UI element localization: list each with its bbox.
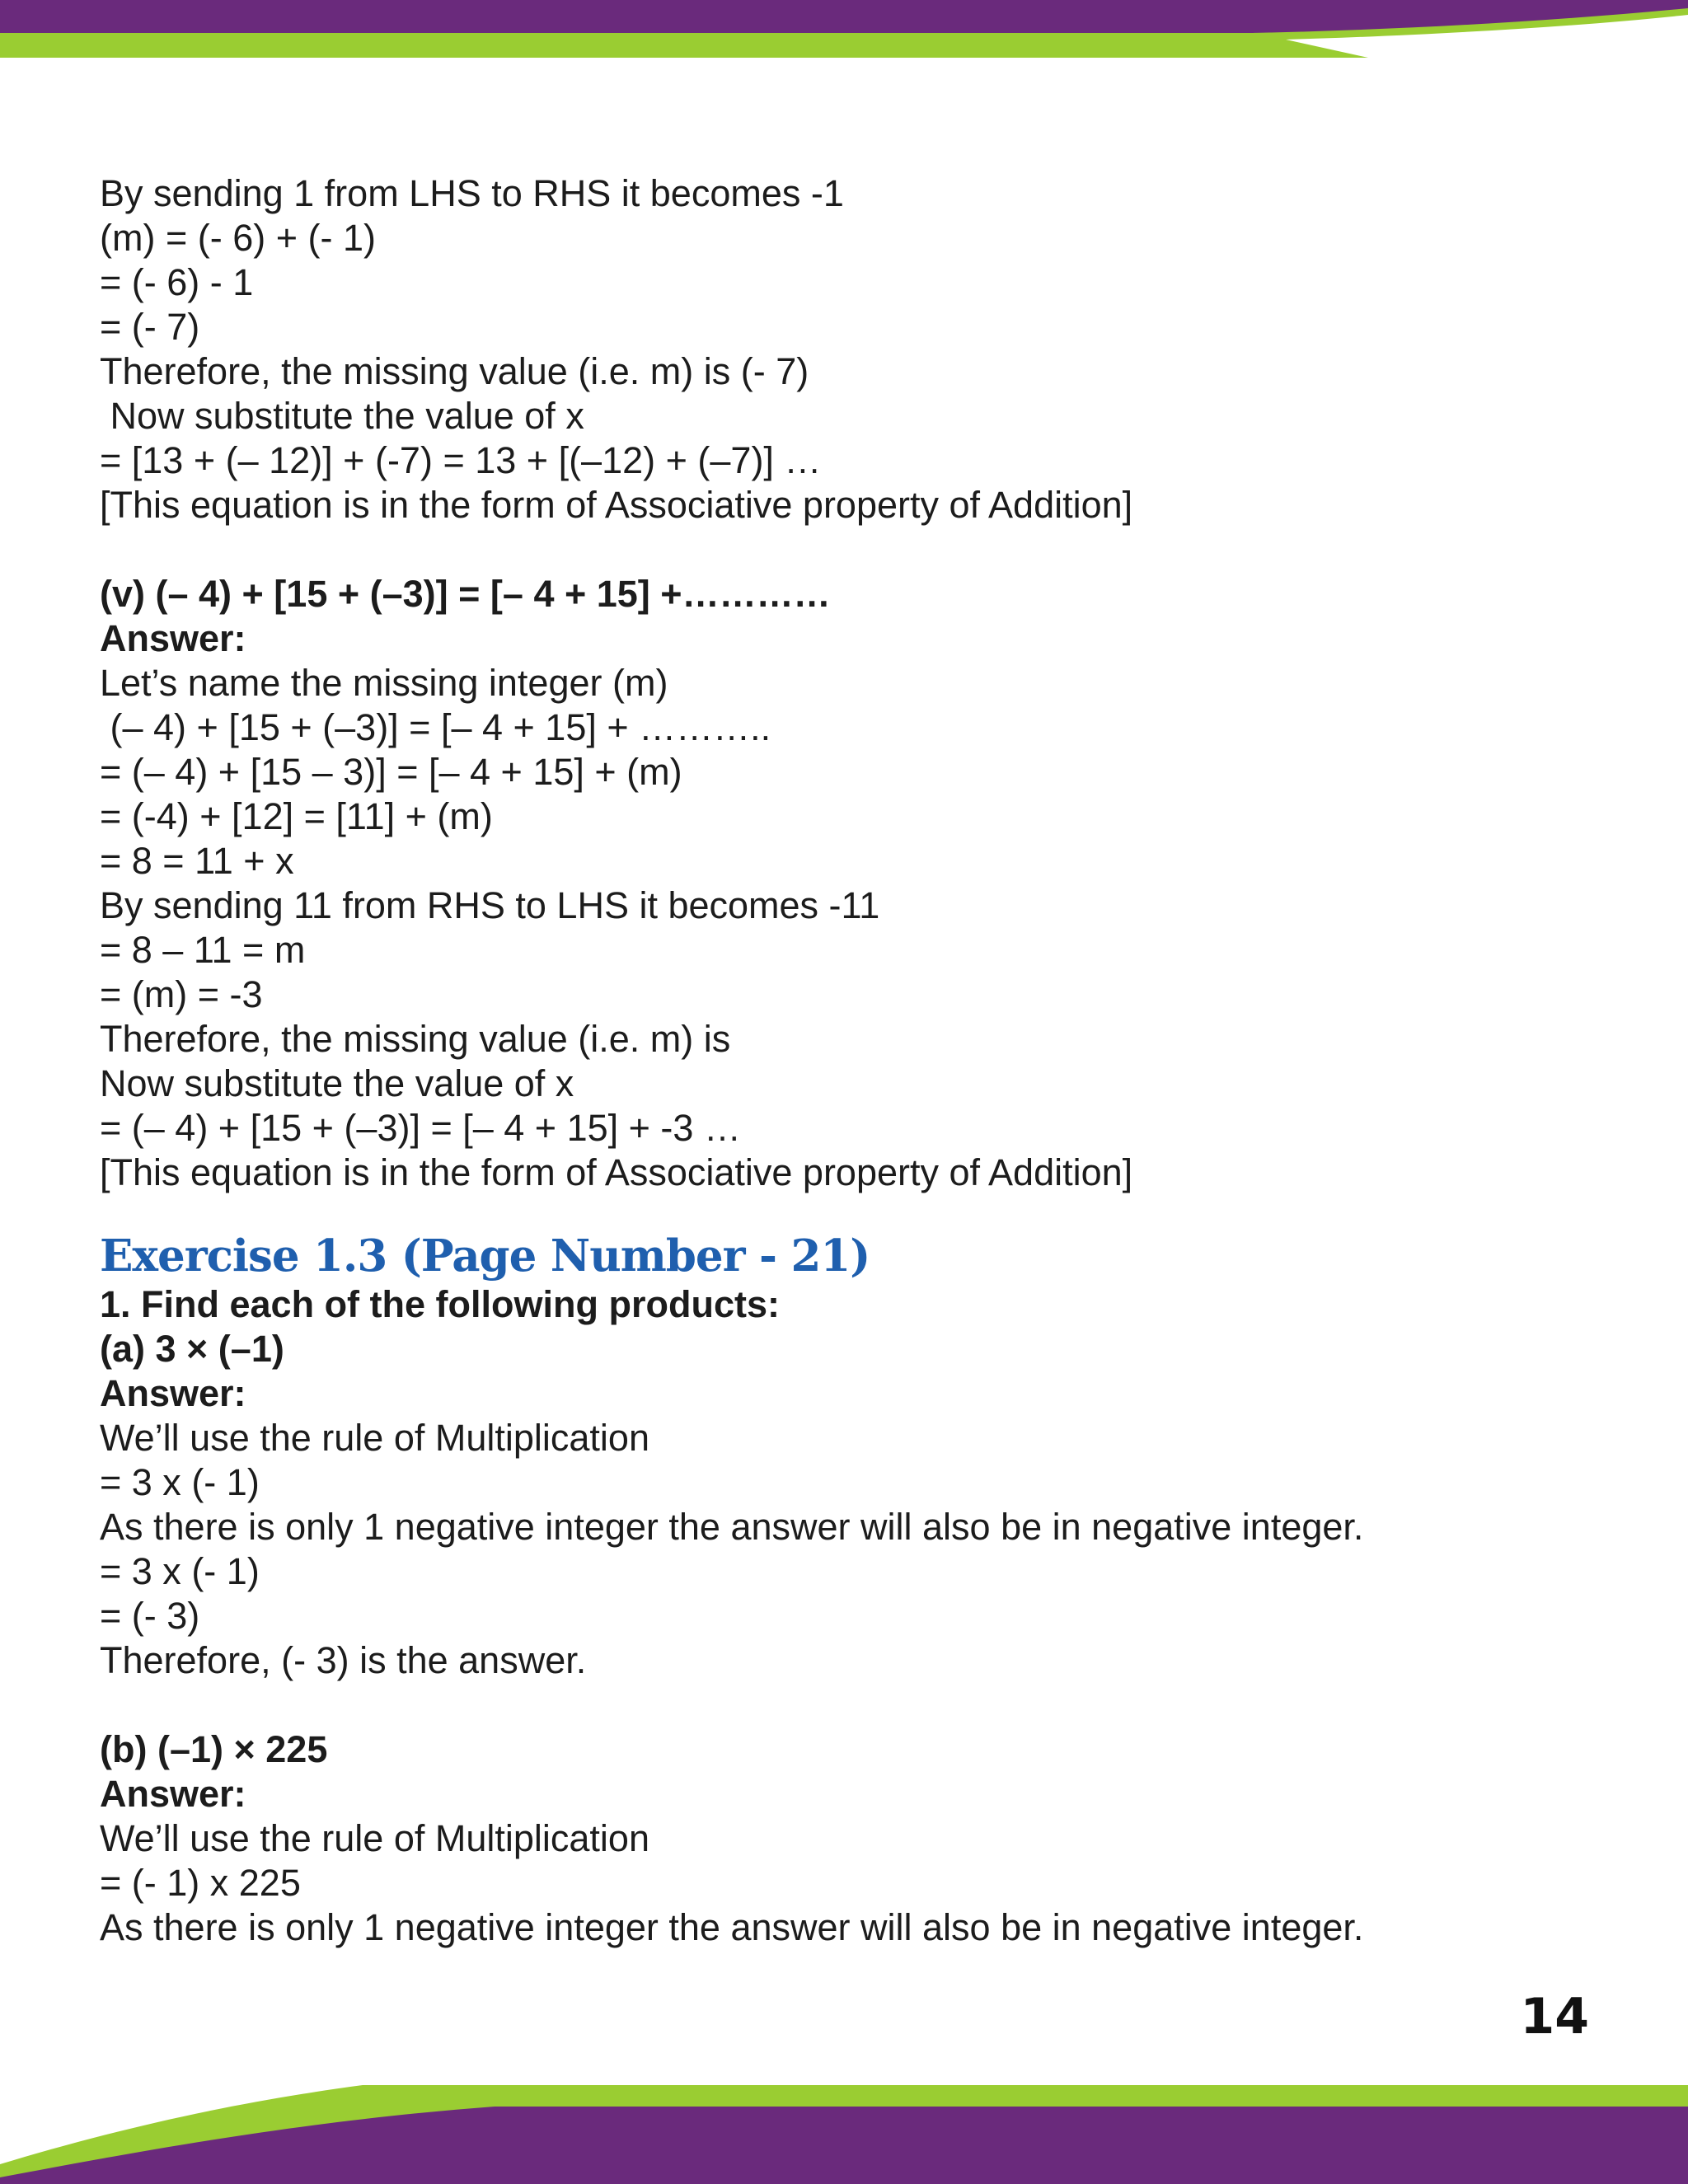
footer-decoration — [0, 2085, 1688, 2184]
text-line: [This equation is in the form of Associative property of Addition] — [100, 484, 1133, 526]
text-line: Now substitute the value of x — [100, 395, 584, 437]
answer-label: Answer: — [100, 617, 246, 659]
text-line: = 3 x (- 1) — [100, 1550, 260, 1592]
question-part-b: (b) (–1) × 225 — [100, 1728, 328, 1770]
text-line: Therefore, (- 3) is the answer. — [100, 1639, 587, 1681]
text-line: = 3 x (- 1) — [100, 1461, 260, 1503]
page-number: 14 — [1520, 1988, 1589, 2046]
answer-label: Answer: — [100, 1372, 246, 1414]
text-line: = (- 6) - 1 — [100, 261, 254, 303]
text-line: By sending 11 from RHS to LHS it becomes -11 — [100, 884, 880, 926]
text-line: Now substitute the value of x — [100, 1062, 574, 1104]
page-content — [100, 171, 1600, 1950]
text-line: (m) = (- 6) + (- 1) — [100, 217, 376, 259]
exercise-heading: Exercise 1.3 (Page Number - 21) — [100, 1230, 870, 1282]
text-line: = [13 + (– 12)] + (-7) = 13 + [(–12) + (–7)] … — [100, 439, 822, 481]
text-line: = 8 – 11 = m — [100, 929, 306, 971]
text-line: = (- 1) x 225 — [100, 1862, 301, 1904]
text-line: (– 4) + [15 + (–3)] = [– 4 + 15] + ……….. — [100, 706, 771, 748]
text-line: = 8 = 11 + x — [100, 840, 294, 882]
solution-iv-tail — [100, 171, 1600, 527]
text-line: We’ll use the rule of Multiplication — [100, 1417, 649, 1459]
text-line: = (- 3) — [100, 1595, 200, 1637]
header-decoration — [0, 0, 1688, 66]
text-line: = (-4) + [12] = [11] + (m) — [100, 795, 493, 837]
text-line: As there is only 1 negative integer the answer will also be in negative integer. — [100, 1906, 1364, 1948]
text-line: = (m) = -3 — [100, 973, 263, 1015]
text-line: = (– 4) + [15 – 3)] = [– 4 + 15] + (m) — [100, 751, 682, 793]
text-line: By sending 1 from LHS to RHS it becomes -1 — [100, 172, 844, 214]
text-line: = (– 4) + [15 + (–3)] = [– 4 + 15] + -3 … — [100, 1107, 741, 1149]
text-line: As there is only 1 negative integer the answer will also be in negative integer. — [100, 1506, 1364, 1548]
text-line: = (- 7) — [100, 306, 200, 348]
question-title: (v) (– 4) + [15 + (–3)] = [– 4 + 15] +………… — [100, 573, 831, 615]
answer-label: Answer: — [100, 1773, 246, 1815]
question-v — [100, 572, 1600, 1195]
text-line: We’ll use the rule of Multiplication — [100, 1817, 649, 1859]
text-line: Therefore, the missing value (i.e. m) is — [100, 1018, 731, 1060]
text-line: [This equation is in the form of Associative property of Addition] — [100, 1151, 1133, 1193]
question-title: 1. Find each of the following products: — [100, 1283, 780, 1325]
text-line: Let’s name the missing integer (m) — [100, 662, 668, 704]
exercise-section — [100, 1230, 1600, 1950]
question-part-a: (a) 3 × (–1) — [100, 1328, 284, 1370]
text-line: Therefore, the missing value (i.e. m) is (- 7) — [100, 350, 809, 392]
